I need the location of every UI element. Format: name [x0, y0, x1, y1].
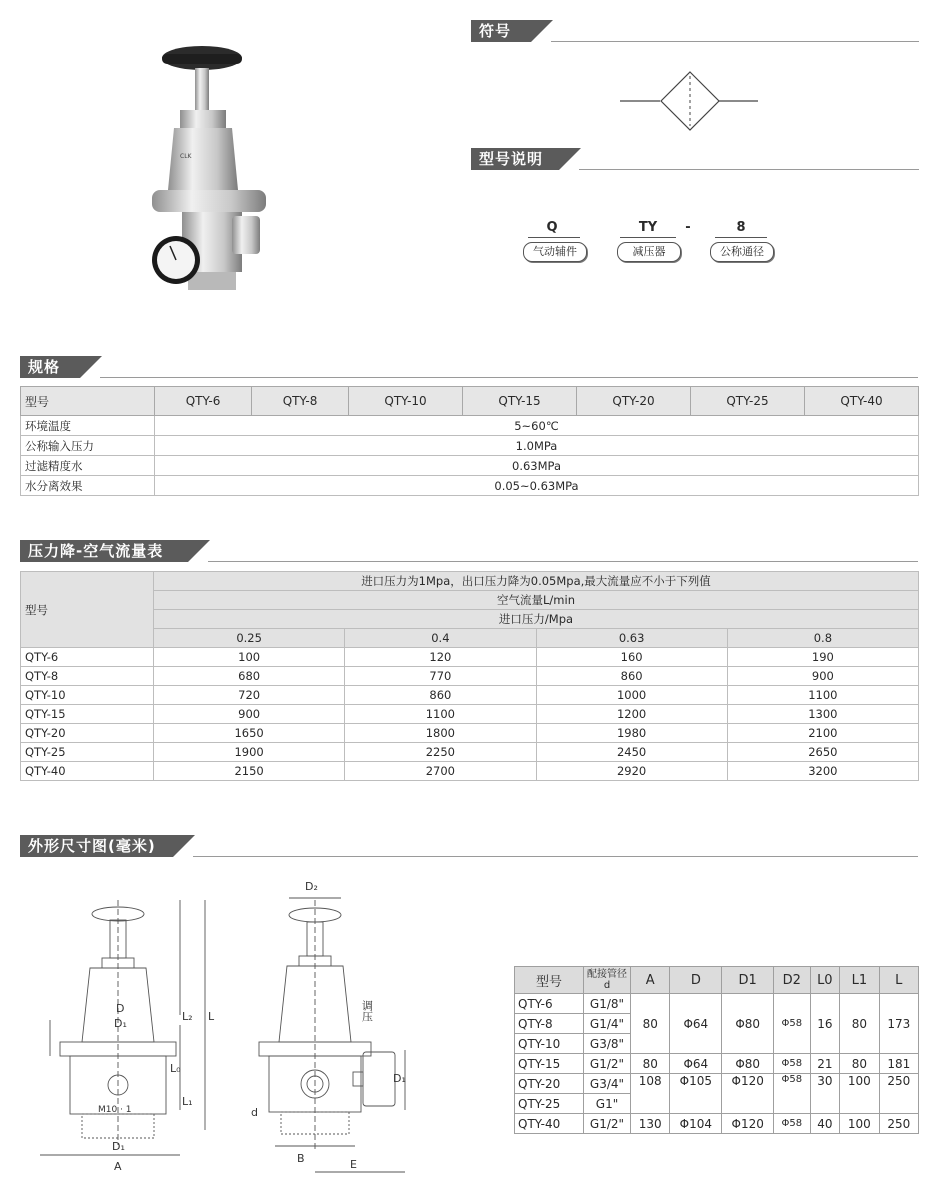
section-header-dims	[20, 835, 918, 857]
dim-cell: Φ120	[722, 1074, 774, 1114]
dim-pipe: G3/4"	[584, 1074, 631, 1094]
flow-cell: 900	[727, 667, 918, 686]
flow-row-model: QTY-15	[21, 705, 154, 724]
spec-header-label: 型号	[21, 387, 155, 416]
table-row	[21, 416, 919, 436]
table-row	[21, 705, 919, 724]
dim-cell: Φ58	[774, 1074, 810, 1114]
dim-pipe: G1/2"	[584, 1114, 631, 1134]
dim-label-L0: L₀	[170, 1062, 181, 1075]
spec-row-value: 5~60℃	[155, 416, 919, 436]
dim-label-E: E	[350, 1158, 357, 1171]
dim-header-row	[515, 967, 919, 994]
dim-header: D	[670, 967, 722, 994]
dim-model: QTY-8	[515, 1014, 584, 1034]
table-row	[21, 743, 919, 762]
section-header-model	[471, 148, 919, 170]
dim-cell: 80	[840, 1054, 879, 1074]
section-title: 外形尺寸图(毫米)	[20, 835, 173, 857]
dim-label-D1-side: D₁	[393, 1072, 406, 1085]
section-header-spec	[20, 356, 918, 378]
section-header-flow	[20, 540, 918, 562]
table-row	[515, 1054, 919, 1074]
flow-pressure: 0.63	[536, 629, 727, 648]
flow-cell: 190	[727, 648, 918, 667]
spec-row-value: 0.63MPa	[155, 456, 919, 476]
dim-label-L2: L₂	[182, 1010, 193, 1023]
model-code-8: 8	[736, 220, 746, 235]
spec-model: QTY-6	[155, 387, 252, 416]
dim-cell: 80	[631, 1054, 670, 1074]
flow-caption: 进口压力为1Mpa，出口压力降为0.05Mpa,最大流量应不小于下列值	[154, 572, 919, 591]
dim-pipe: G1/2"	[584, 1054, 631, 1074]
flow-cell: 2700	[345, 762, 536, 781]
section-title: 规格	[20, 356, 80, 378]
dim-cell: Φ58	[774, 994, 810, 1054]
dim-pipe: G1/4"	[584, 1014, 631, 1034]
flow-table	[20, 571, 919, 781]
section-title: 压力降-空气流量表	[20, 540, 188, 562]
dim-model: QTY-20	[515, 1074, 584, 1094]
model-desc-8: 公称通径	[710, 242, 774, 262]
spec-header-row	[21, 387, 919, 416]
dim-cell: Φ80	[722, 1054, 774, 1074]
dim-label-L1: L₁	[182, 1095, 193, 1108]
table-row	[21, 686, 919, 705]
dim-cell: Φ120	[722, 1114, 774, 1134]
flow-cell: 1900	[154, 743, 345, 762]
flow-cell: 1100	[727, 686, 918, 705]
table-row	[21, 762, 919, 781]
flow-cell: 120	[345, 648, 536, 667]
dim-cell: Φ64	[670, 994, 722, 1054]
dim-label-M: M10 · 1	[98, 1105, 132, 1115]
flow-cell: 2100	[727, 724, 918, 743]
flow-row-model: QTY-40	[21, 762, 154, 781]
dim-header: L1	[840, 967, 879, 994]
flow-cell: 720	[154, 686, 345, 705]
flow-cell: 1300	[727, 705, 918, 724]
flow-pressure: 0.25	[154, 629, 345, 648]
flow-caption: 空气流量L/min	[154, 591, 919, 610]
dim-cell: 30	[810, 1074, 840, 1114]
table-row	[515, 1074, 919, 1094]
flow-pressure: 0.8	[727, 629, 918, 648]
spec-model: QTY-10	[349, 387, 463, 416]
model-code-dash: -	[685, 220, 691, 235]
front-view-drawing	[30, 880, 230, 1190]
dim-model: QTY-25	[515, 1094, 584, 1114]
dim-header: 配接管径d	[584, 967, 631, 994]
flow-cell: 1800	[345, 724, 536, 743]
section-header-symbol	[471, 20, 919, 42]
dim-cell: 21	[810, 1054, 840, 1074]
table-row	[515, 994, 919, 1014]
dim-model: QTY-10	[515, 1034, 584, 1054]
dim-cell: Φ64	[670, 1054, 722, 1074]
spec-model: QTY-8	[252, 387, 349, 416]
dim-cell: 108	[631, 1074, 670, 1114]
spec-model: QTY-15	[463, 387, 577, 416]
spec-row-value: 1.0MPa	[155, 436, 919, 456]
dim-header: D1	[722, 967, 774, 994]
table-row	[21, 648, 919, 667]
side-view-drawing	[245, 870, 425, 1190]
section-title: 符号	[471, 20, 531, 42]
table-row	[515, 1114, 919, 1134]
dim-cell: Φ58	[774, 1054, 810, 1074]
dim-label-B: B	[297, 1152, 305, 1165]
model-code-q: Q	[546, 220, 558, 235]
flow-cell: 2920	[536, 762, 727, 781]
dim-cell: 173	[879, 994, 918, 1054]
spec-table	[20, 386, 919, 496]
dim-cell: Φ58	[774, 1114, 810, 1134]
dim-label-L: L	[208, 1010, 215, 1023]
dim-pipe: G1"	[584, 1094, 631, 1114]
flow-row-model: QTY-8	[21, 667, 154, 686]
section-title: 型号说明	[471, 148, 559, 170]
table-row	[21, 456, 919, 476]
model-desc-ty: 减压器	[617, 242, 681, 262]
spec-row-label: 公称输入压力	[21, 436, 155, 456]
flow-cell: 3200	[727, 762, 918, 781]
dim-model: QTY-15	[515, 1054, 584, 1074]
flow-cell: 1980	[536, 724, 727, 743]
dim-model: QTY-6	[515, 994, 584, 1014]
flow-cell: 1200	[536, 705, 727, 724]
dim-cell: Φ105	[670, 1074, 722, 1114]
flow-row-model: QTY-25	[21, 743, 154, 762]
model-desc-q: 气动辅件	[523, 242, 587, 262]
spec-model: QTY-25	[691, 387, 805, 416]
dim-cell: 181	[879, 1054, 918, 1074]
flow-cell: 2150	[154, 762, 345, 781]
dim-model: QTY-40	[515, 1114, 584, 1134]
dim-header: A	[631, 967, 670, 994]
table-row	[21, 436, 919, 456]
dim-pipe: G1/8"	[584, 994, 631, 1014]
flow-cell: 2450	[536, 743, 727, 762]
dim-header: D2	[774, 967, 810, 994]
dim-pipe: G3/8"	[584, 1034, 631, 1054]
flow-row-model: QTY-6	[21, 648, 154, 667]
product-photo	[140, 40, 280, 305]
dim-label-A: A	[114, 1160, 122, 1173]
dim-cell: 80	[631, 994, 670, 1054]
flow-cell: 1000	[536, 686, 727, 705]
spec-row-value: 0.05~0.63MPa	[155, 476, 919, 496]
dim-label-d: d	[251, 1106, 258, 1119]
flow-cell: 770	[345, 667, 536, 686]
flow-caption: 进口压力/Mpa	[154, 610, 919, 629]
spec-row-label: 水分离效果	[21, 476, 155, 496]
table-row	[21, 724, 919, 743]
dim-cell: 250	[879, 1114, 918, 1134]
table-row	[21, 476, 919, 496]
dim-header: 型号	[515, 967, 584, 994]
flow-cell: 2650	[727, 743, 918, 762]
model-code-ty: TY	[638, 220, 658, 235]
dimension-table	[514, 966, 919, 1134]
dim-label-D: D	[116, 1002, 125, 1015]
dim-label-D1: D₁	[114, 1017, 127, 1030]
dim-label-side-adjust: 调压	[360, 1000, 374, 1022]
spec-row-label: 过滤精度水	[21, 456, 155, 476]
dim-cell: 40	[810, 1114, 840, 1134]
dim-cell: 16	[810, 994, 840, 1054]
dim-cell: 100	[840, 1114, 879, 1134]
dim-cell: 250	[879, 1074, 918, 1114]
flow-row-model: QTY-20	[21, 724, 154, 743]
dim-header: L0	[810, 967, 840, 994]
table-row	[21, 667, 919, 686]
flow-cell: 2250	[345, 743, 536, 762]
flow-cell: 860	[345, 686, 536, 705]
dim-cell: Φ104	[670, 1114, 722, 1134]
flow-row-model: QTY-10	[21, 686, 154, 705]
dim-label-D2: D₂	[305, 880, 318, 893]
flow-cell: 1650	[154, 724, 345, 743]
filter-symbol	[620, 70, 760, 134]
dim-cell: 130	[631, 1114, 670, 1134]
spec-model: QTY-40	[805, 387, 919, 416]
dim-cell: 80	[840, 994, 879, 1054]
dim-cell: Φ80	[722, 994, 774, 1054]
flow-cell: 100	[154, 648, 345, 667]
spec-model: QTY-20	[577, 387, 691, 416]
flow-pressure: 0.4	[345, 629, 536, 648]
flow-model-label: 型号	[21, 572, 154, 648]
dim-header: L	[879, 967, 918, 994]
flow-cell: 860	[536, 667, 727, 686]
dim-cell: 100	[840, 1074, 879, 1114]
svg-text:CLK: CLK	[180, 153, 192, 160]
spec-row-label: 环境温度	[21, 416, 155, 436]
flow-cell: 160	[536, 648, 727, 667]
dim-label-Dt: D₁	[112, 1140, 125, 1153]
flow-cell: 1100	[345, 705, 536, 724]
flow-cell: 900	[154, 705, 345, 724]
flow-cell: 680	[154, 667, 345, 686]
